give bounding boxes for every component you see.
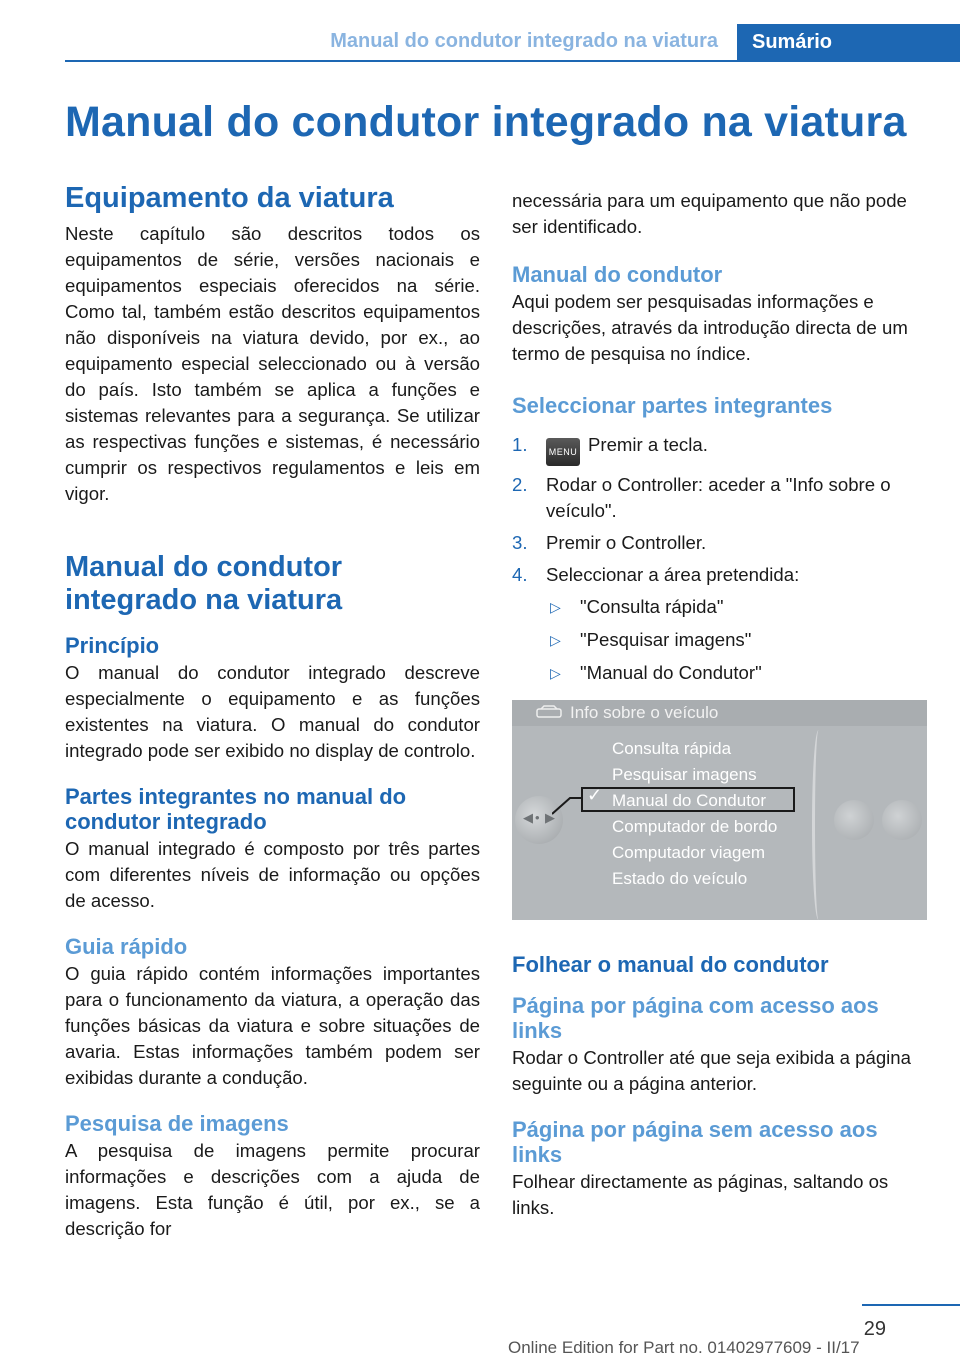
checkmark-icon: ✓ — [587, 785, 603, 805]
step-text: Premir a tecla. — [588, 434, 708, 455]
option-item — [546, 627, 927, 653]
heading-manual-condutor: Manual do condutor — [512, 262, 723, 287]
heading-equipamento: Equipamento da viatura — [65, 182, 394, 214]
option-text: "Manual do Condutor" — [580, 662, 762, 683]
car-info-icon — [536, 705, 562, 719]
para-continuacao: necessária para um equipamento que não pode ser identificado. — [512, 190, 907, 237]
screen-menu-item[interactable]: Computador viagem — [612, 843, 766, 862]
step-item — [512, 530, 927, 556]
option-text: "Consulta rápida" — [580, 596, 724, 617]
header-section-title: Manual do condutor integrado na viatura — [330, 30, 718, 52]
triangle-bullet-icon: ▷ — [550, 665, 561, 681]
step-item — [512, 432, 927, 466]
list-view-icon — [834, 800, 874, 840]
para-sem-links: Folhear directamente as páginas, saltando os links. — [512, 1171, 889, 1218]
triangle-bullet-icon: ▷ — [550, 632, 561, 648]
pointer-line-icon — [552, 790, 582, 820]
header-rule — [65, 60, 960, 62]
edition-note: Online Edition for Part no. 01402977609 - II/17 — [508, 1338, 860, 1357]
para-pesquisa-imagens: A pesquisa de imagens permite procurar informações e descrições com a ajuda de imagens. Esta função é útil, por ex., se a descrição for — [65, 1140, 480, 1239]
heading-principio: Princípio — [65, 633, 160, 658]
step-text: Seleccionar a área pretendida: — [546, 564, 800, 585]
step-item — [512, 472, 927, 524]
step-item — [512, 562, 927, 588]
heading-partes: Partes integrantes no manual do condutor integrado — [65, 784, 407, 834]
step-number: 2. — [512, 474, 528, 495]
page-title: Manual do condutor integrado na viatura — [65, 98, 907, 146]
screen-menu-item[interactable]: Pesquisar imagens — [612, 765, 757, 784]
para-principio: O manual do condutor integrado descreve especialmente o equipamento e as funções existentes na viatura. O manual do condutor integrado pode ser exibido no display de controlo. — [65, 662, 480, 761]
heading-manual-integrado: Manual do condutor integrado na viatura — [65, 551, 343, 616]
options-list — [512, 594, 927, 686]
option-item — [546, 594, 927, 620]
controller-icon: ◀ • ▶ — [515, 796, 563, 844]
options-icon — [882, 800, 922, 840]
heading-com-links: Página por página com acesso aos links — [512, 993, 879, 1043]
screen-menu-item[interactable]: Estado do veículo — [612, 869, 748, 888]
step-number: 1. — [512, 434, 528, 455]
footer-rule — [862, 1304, 960, 1306]
screen-menu-item-selected[interactable]: Manual do Condutor — [612, 791, 767, 810]
para-equipamento: Neste capítulo são descritos todos os equipamentos de série, versões nacionais e equipamentos especiais oferecidos na série. Como tal, também estão descritos equipamentos não disponíveis na viatura devido, por ex., ao equipamento especial seleccionado ou à versão do país. Isto também se aplica a funções e sistemas relevantes para a segurança. Se utilizar as respectivas funções e sistemas, é necessário cumprir os respectivos regulamentos e leis em vigor. — [65, 223, 480, 504]
left-column — [65, 182, 480, 1242]
right-column — [512, 188, 927, 1221]
screen-menu — [612, 736, 777, 892]
menu-button-icon: MENU — [546, 438, 580, 466]
para-manual-condutor: Aqui podem ser pesquisadas informações e descrições, através da introdução directa de um termo de pesquisa no índice. — [512, 291, 908, 364]
screen-title: Info sobre o veículo — [570, 703, 719, 722]
screen-menu-item[interactable]: Computador de bordo — [612, 817, 778, 836]
heading-guia-rapido: Guia rápido — [65, 934, 188, 959]
para-partes: O manual integrado é composto por três partes com diferentes níveis de informação ou opções de acesso. — [65, 838, 480, 911]
option-item — [546, 660, 927, 686]
para-guia-rapido: O guia rápido contém informações importantes para o funcionamento da viatura, a operação das funções básicas da viatura e sobre situações de avaria. Estas informações também podem ser exibidas durante a condução. — [65, 963, 480, 1088]
display-curve-decoration — [812, 730, 825, 920]
control-display-screenshot — [512, 700, 927, 920]
header-tab-sumario[interactable]: Sumário — [737, 24, 960, 61]
heading-pesquisa-imagens: Pesquisa de imagens — [65, 1111, 289, 1136]
step-number: 4. — [512, 564, 528, 585]
triangle-bullet-icon: ▷ — [550, 599, 561, 615]
selection-highlight — [581, 787, 795, 812]
step-text: Premir o Controller. — [546, 532, 707, 553]
option-text: "Pesquisar imagens" — [580, 629, 752, 650]
para-com-links: Rodar o Controller até que seja exibida a página seguinte ou a página anterior. — [512, 1047, 911, 1094]
steps-list — [512, 432, 927, 588]
heading-folhear: Folhear o manual do condutor — [512, 952, 829, 977]
heading-seleccionar: Seleccionar partes integrantes — [512, 393, 833, 418]
page-number: 29 — [863, 1318, 886, 1340]
screen-menu-item[interactable]: Consulta rápida — [612, 739, 732, 758]
heading-sem-links: Página por página sem acesso aos links — [512, 1117, 878, 1167]
step-text: Rodar o Controller: aceder a "Info sobre o veículo". — [546, 474, 891, 521]
step-number: 3. — [512, 532, 528, 553]
